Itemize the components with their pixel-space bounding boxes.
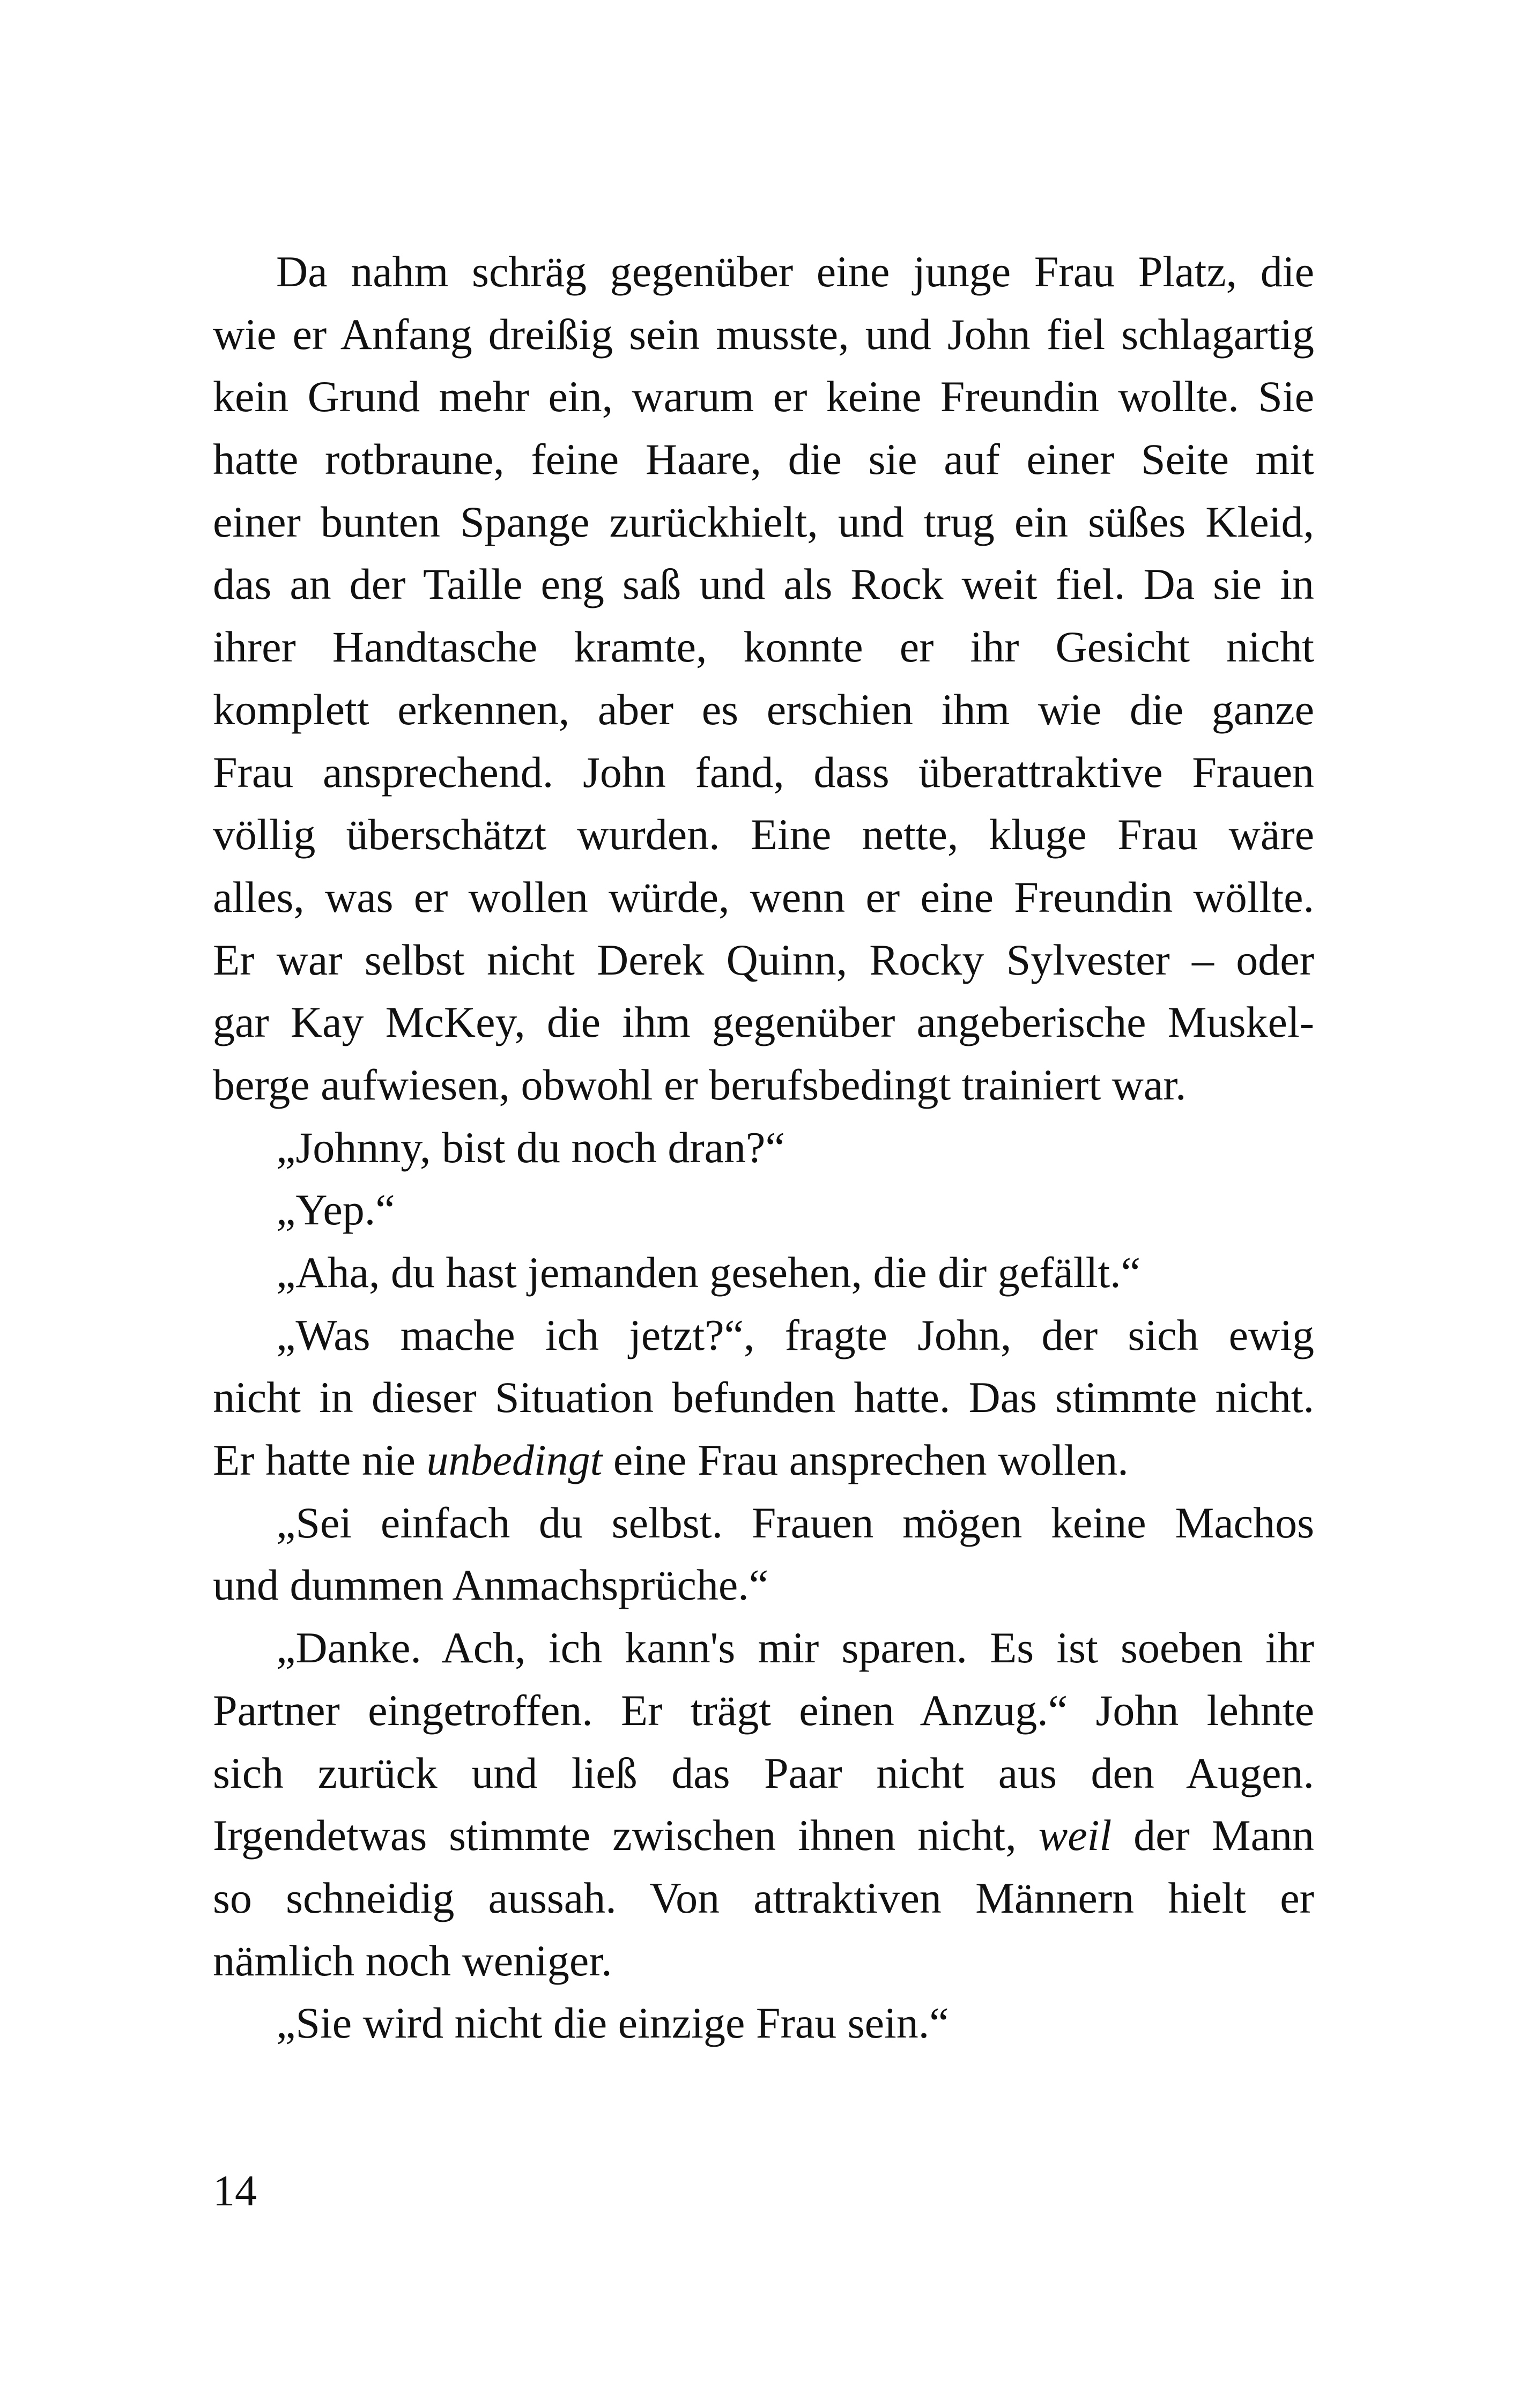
text-span: hatte rotbraune, feine Haare, die sie auf einer Seite mit <box>213 435 1314 484</box>
text-span: einer bunten Spange zurückhielt, und trug ein süßes Kleid, <box>213 497 1314 546</box>
text-span: völlig überschätzt wurden. Eine nette, kluge Frau wäre <box>213 810 1314 859</box>
text-span: „Aha, du hast jemanden gesehen, die dir gefällt.“ <box>276 1248 1141 1297</box>
text-line <box>213 991 1314 1054</box>
text-span: berge aufwiesen, obwohl er berufsbedingt trainiert war. <box>213 1060 1187 1109</box>
body-text <box>213 241 1314 2055</box>
text-line <box>213 553 1314 616</box>
text-span: das an der Taille eng saß und als Rock weit fiel. Da sie in <box>213 560 1314 609</box>
text-span: komplett erkennen, aber es erschien ihm wie die ganze <box>213 685 1314 734</box>
italic-text: unbedingt <box>426 1436 603 1485</box>
text-span: ihrer Handtasche kramte, konnte er ihr Gesicht nicht <box>213 622 1314 672</box>
text-line <box>213 1492 1314 1555</box>
text-span: gar Kay McKey, die ihm gegenüber angeberische Muskel- <box>213 998 1314 1047</box>
text-span: Da nahm schräg gegenüber eine junge Frau Platz, die <box>276 247 1314 296</box>
text-line <box>213 616 1314 679</box>
text-line <box>213 1117 1314 1179</box>
text-line <box>213 491 1314 554</box>
text-line <box>213 1679 1314 1742</box>
text-line <box>213 1742 1314 1805</box>
text-line <box>213 741 1314 804</box>
text-line <box>213 1054 1314 1117</box>
text-span: „Danke. Ach, ich kann's mir sparen. Es ist soeben ihr <box>276 1623 1314 1673</box>
text-line <box>213 1804 1314 1867</box>
text-line <box>213 679 1314 741</box>
text-span: so schneidig aussah. Von attraktiven Männern hielt er <box>213 1873 1314 1922</box>
text-span: Partner eingetroffen. Er trägt einen Anzug.“ John lehnte <box>213 1685 1314 1735</box>
text-span: eine Frau ansprechen wollen. <box>602 1436 1129 1485</box>
text-span: nicht in dieser Situation befunden hatte. Das stimmte nicht. <box>213 1373 1314 1422</box>
text-line <box>213 303 1314 366</box>
text-line <box>213 1617 1314 1679</box>
page-number: 14 <box>213 2166 257 2215</box>
italic-text: weil <box>1038 1811 1112 1860</box>
text-span: Er hatte nie <box>213 1436 427 1485</box>
text-span: alles, was er wollen würde, wenn er eine Freundin wöllte. <box>213 872 1314 921</box>
text-span: Frau ansprechend. John fand, dass überattraktive Frauen <box>213 747 1314 797</box>
text-line <box>213 1867 1314 1930</box>
text-span: der Mann <box>1112 1811 1314 1860</box>
text-line <box>213 1304 1314 1367</box>
text-span: „Sei einfach du selbst. Frauen mögen keine Machos <box>276 1498 1314 1547</box>
text-line <box>213 1179 1314 1242</box>
text-span: nämlich noch weniger. <box>213 1936 612 1985</box>
text-line <box>213 929 1314 992</box>
text-span: „Sie wird nicht die einzige Frau sein.“ <box>276 1998 949 2048</box>
text-line <box>213 241 1314 303</box>
text-span: Er war selbst nicht Derek Quinn, Rocky Sylvester – oder <box>213 935 1314 984</box>
text-line <box>213 1554 1314 1617</box>
text-span: sich zurück und ließ das Paar nicht aus den Augen. <box>213 1748 1314 1797</box>
text-span: „Was mache ich jetzt?“, fragte John, der sich ewig <box>276 1310 1314 1359</box>
text-line <box>213 1992 1314 2055</box>
text-line <box>213 1366 1314 1429</box>
text-line <box>213 428 1314 491</box>
text-line <box>213 1930 1314 1993</box>
text-span: und dummen Anmachsprüche.“ <box>213 1560 769 1610</box>
text-line <box>213 1429 1314 1492</box>
text-span: wie er Anfang dreißig sein musste, und John fiel schlagartig <box>213 309 1314 359</box>
text-line <box>213 1242 1314 1304</box>
text-span: „Yep.“ <box>276 1185 395 1235</box>
text-line <box>213 866 1314 929</box>
text-line <box>213 804 1314 866</box>
text-span: kein Grund mehr ein, warum er keine Freundin wollte. Sie <box>213 372 1314 421</box>
text-span: Irgendetwas stimmte zwischen ihnen nicht, <box>213 1811 1039 1860</box>
text-span: „Johnny, bist du noch dran?“ <box>276 1123 785 1172</box>
text-line <box>213 366 1314 428</box>
